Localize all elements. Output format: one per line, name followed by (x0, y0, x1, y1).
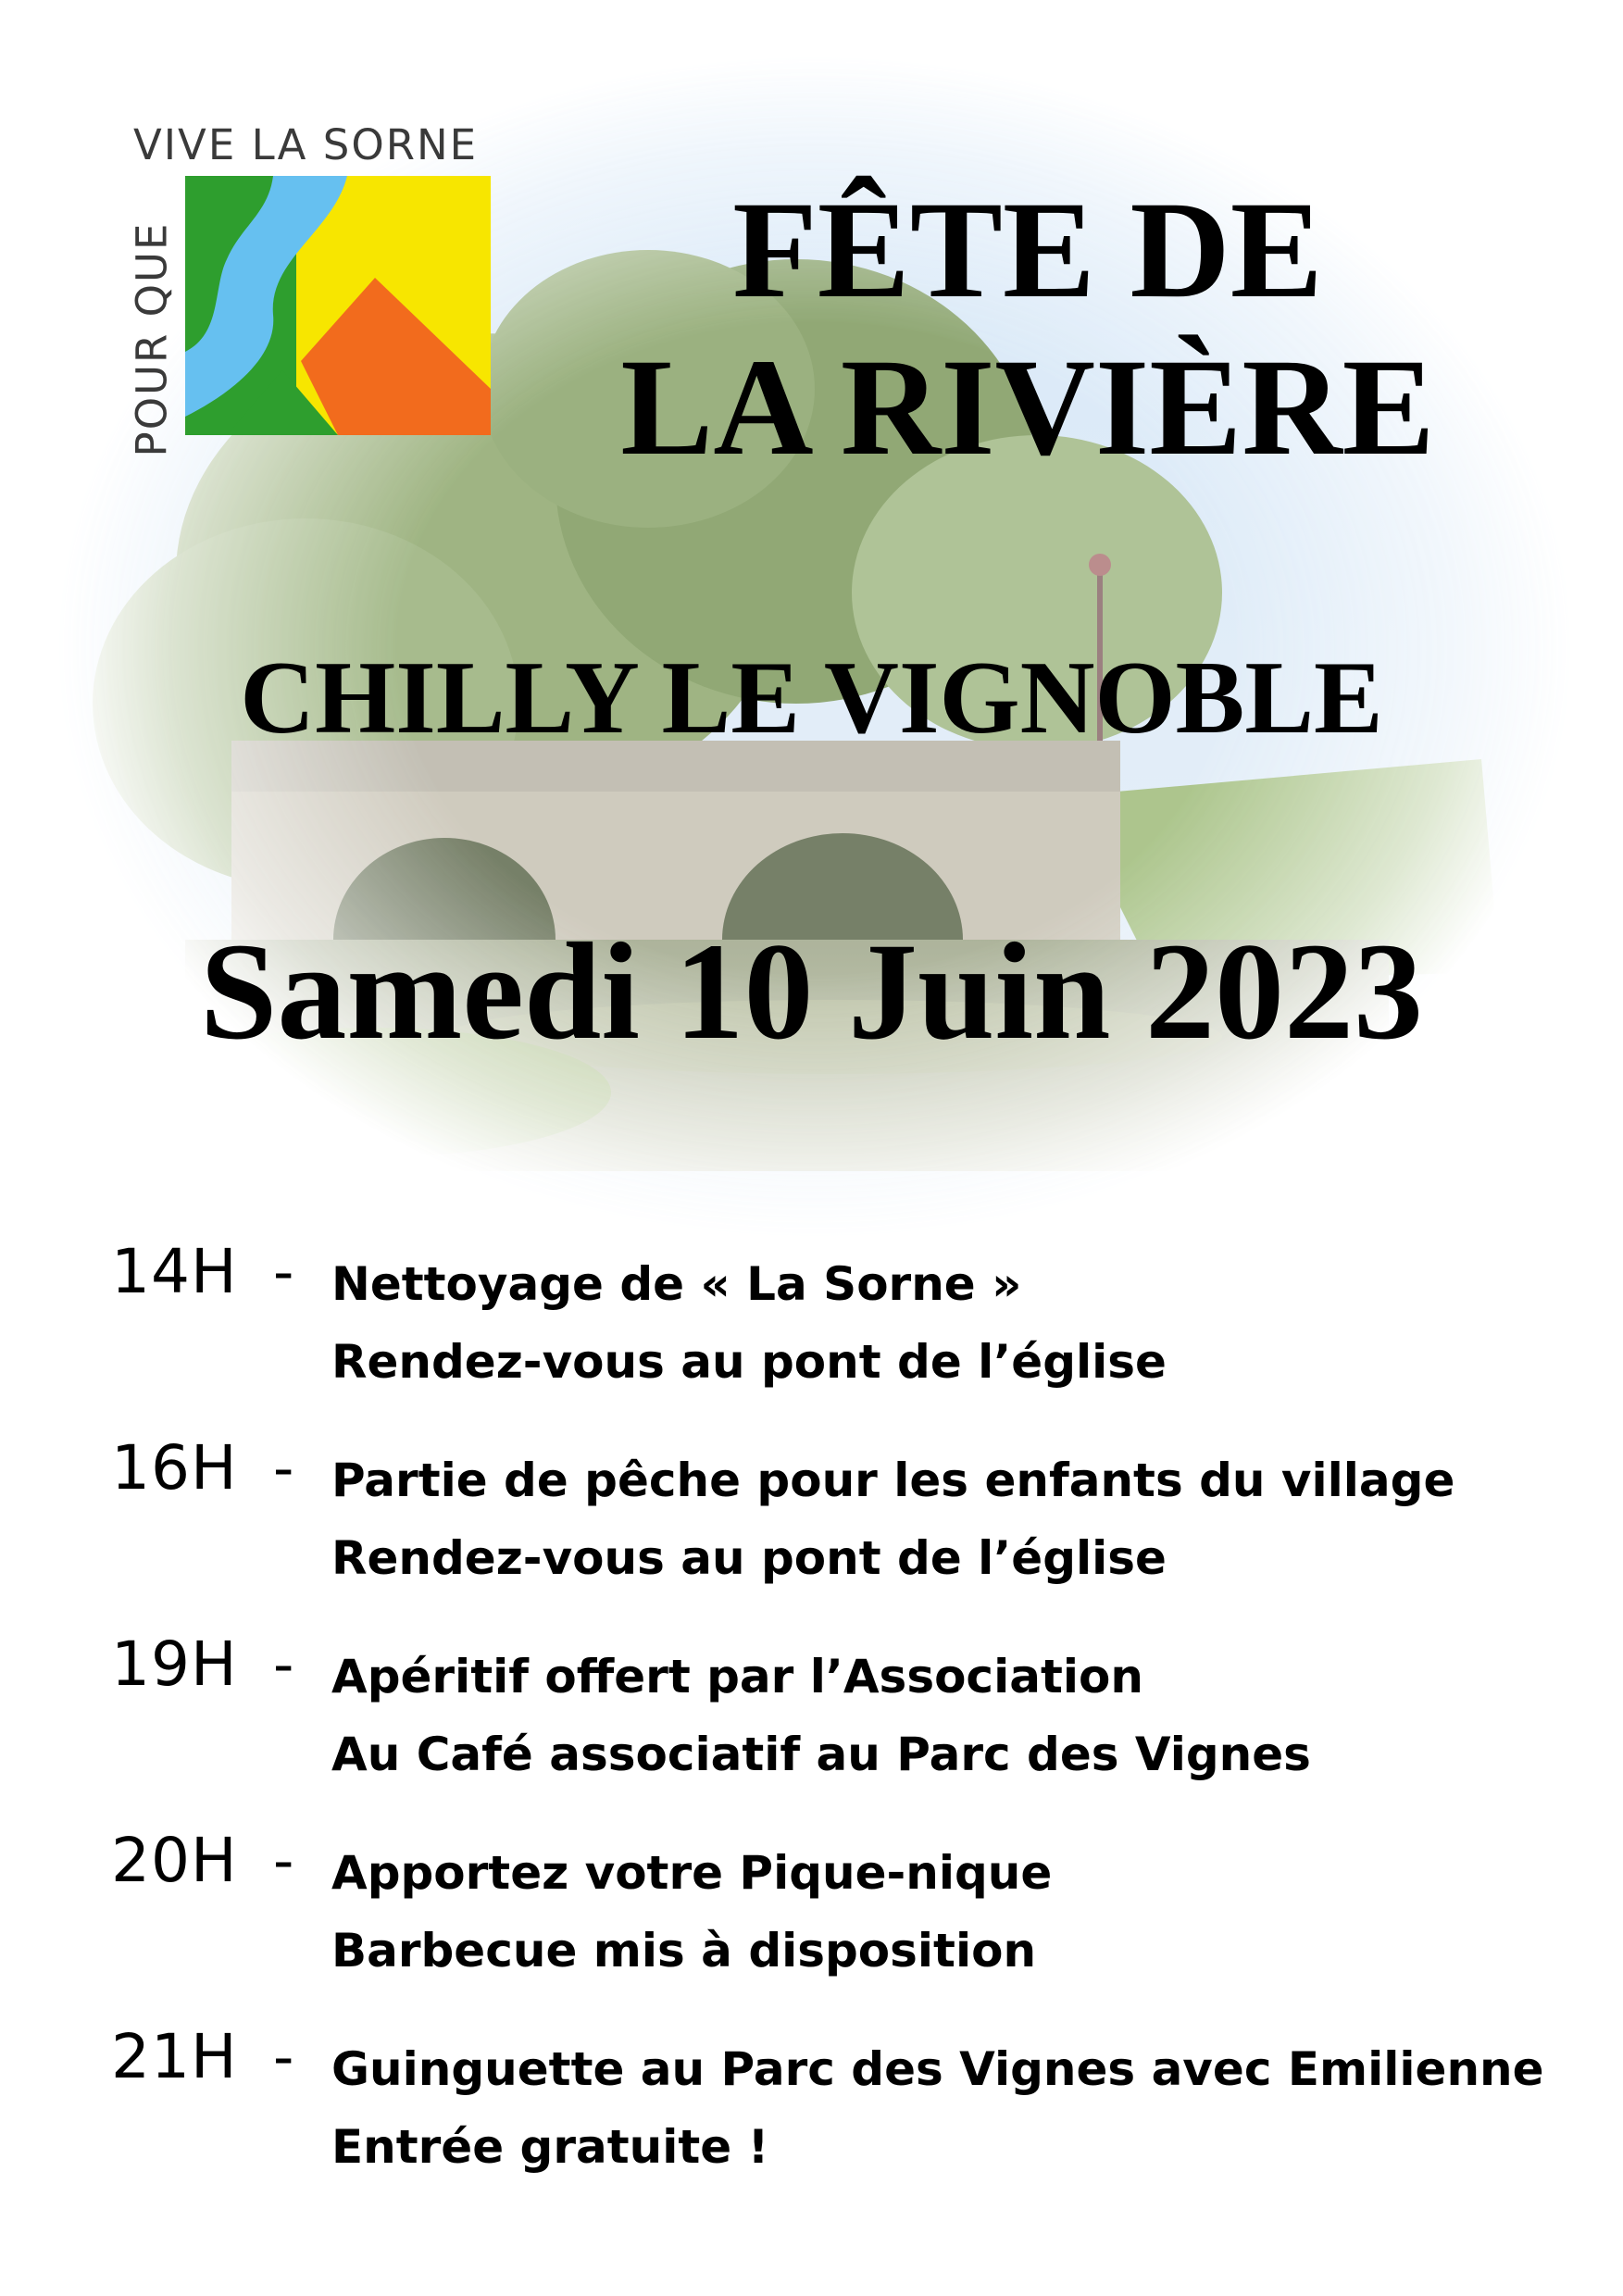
schedule-item (111, 1628, 1592, 1825)
river-logo-icon (185, 176, 491, 435)
schedule-activity: Nettoyage de « La Sorne » (331, 1257, 1022, 1311)
schedule-item (111, 1432, 1592, 1628)
schedule-time: 21H (111, 2021, 238, 2092)
schedule-dash: - (273, 1434, 294, 1502)
schedule-item (111, 2021, 1592, 2217)
schedule-time: 16H (111, 1432, 238, 1504)
schedule-detail: Rendez-vous au pont de l’église (331, 1531, 1167, 1585)
schedule-detail: Au Café associatif au Parc des Vignes (331, 1728, 1311, 1781)
logo-text-top: VIVE LA SORNE (133, 120, 479, 169)
association-logo (120, 120, 509, 457)
schedule (111, 1236, 1592, 2217)
title-line-1: FÊTE DE (732, 173, 1323, 327)
logo-text-side: POUR QUE (127, 221, 177, 457)
schedule-time: 19H (111, 1628, 238, 1700)
schedule-detail: Entrée gratuite ! (331, 2120, 769, 2174)
schedule-time: 20H (111, 1825, 238, 1896)
place-name: CHILLY LE VIGNOBLE (240, 641, 1383, 755)
schedule-detail: Rendez-vous au pont de l’église (331, 1335, 1167, 1389)
schedule-activity: Partie de pêche pour les enfants du village (331, 1454, 1455, 1507)
schedule-activity: Guinguette au Parc des Vignes avec Emilienne (331, 2042, 1544, 2096)
schedule-dash: - (273, 1238, 294, 1305)
schedule-dash: - (273, 2023, 294, 2090)
schedule-item (111, 1236, 1592, 1432)
schedule-time: 14H (111, 1236, 238, 1307)
event-date: Samedi 10 Juin 2023 (199, 915, 1424, 1068)
schedule-dash: - (273, 1630, 294, 1698)
schedule-activity: Apéritif offert par l’Association (331, 1650, 1143, 1703)
schedule-item (111, 1825, 1592, 2021)
schedule-detail: Barbecue mis à disposition (331, 1924, 1037, 1978)
title-line-2: LA RIVIÈRE (620, 331, 1435, 484)
schedule-dash: - (273, 1827, 294, 1894)
schedule-activity: Apportez votre Pique-nique (331, 1846, 1053, 1900)
